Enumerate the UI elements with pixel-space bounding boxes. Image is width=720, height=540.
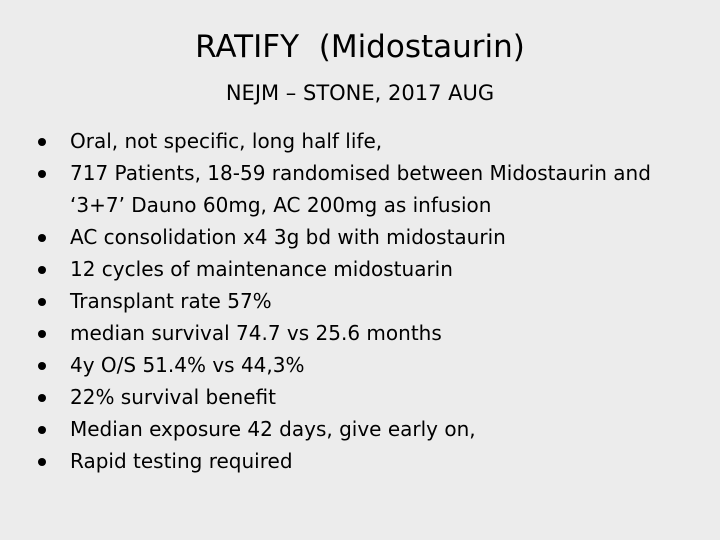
bullet-item: Oral, not specific, long half life, [38,125,688,157]
bullet-item: AC consolidation x4 3g bd with midostaurin [38,221,688,253]
bullet-item: Median exposure 42 days, give early on, [38,413,688,445]
slide-title: RATIFY (Midostaurin) [195,29,525,65]
bullet-item: 4y O/S 51.4% vs 44,3% [38,349,688,381]
bullet-item: 717 Patients, 18-59 randomised between Midostaurin and ‘3+7’ Dauno 60mg, AC 200mg as infusion [38,157,688,221]
bullet-list [38,125,688,477]
bullet-item: median survival 74.7 vs 25.6 months [38,317,688,349]
bullet-item: Rapid testing required [38,445,688,477]
slide-subtitle: NEJM – STONE, 2017 AUG [225,81,495,105]
bullet-item: 12 cycles of maintenance midostuarin [38,253,688,285]
bullet-item: 22% survival benefit [38,381,688,413]
bullet-item: Transplant rate 57% [38,285,688,317]
